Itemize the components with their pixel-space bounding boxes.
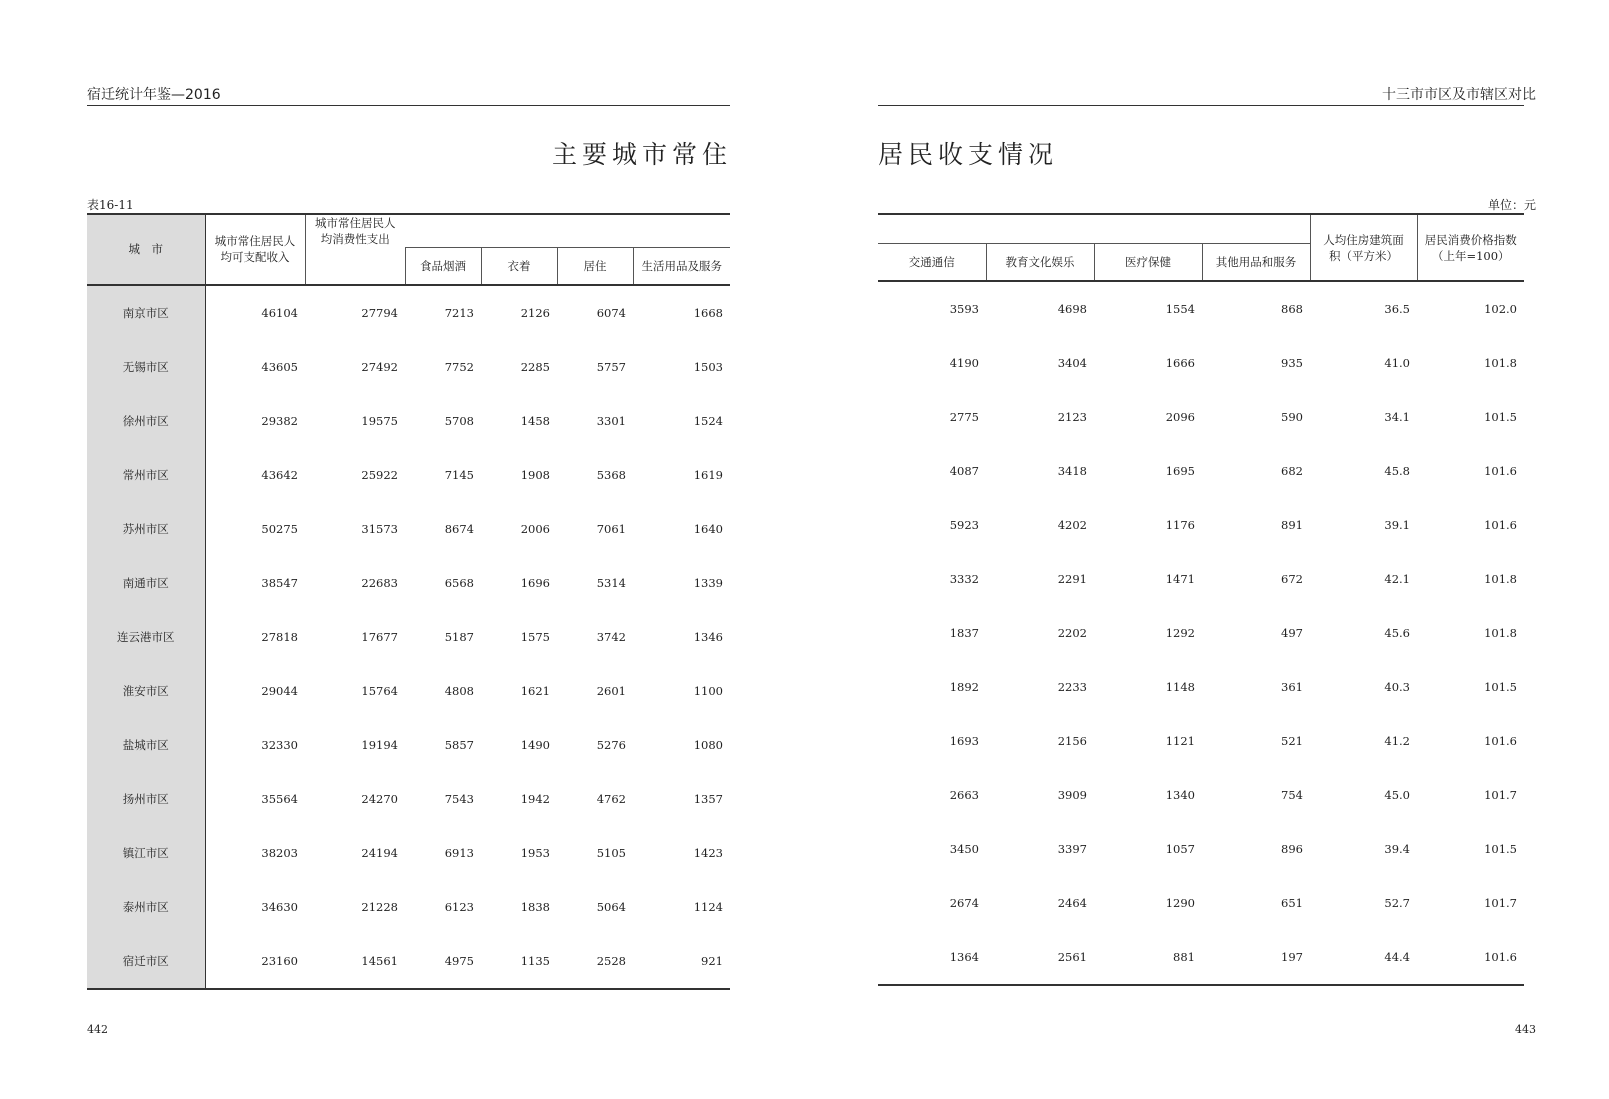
- cell-housing: 5064: [596, 899, 626, 914]
- cell-household: 1668: [693, 305, 723, 320]
- cell-clothing: 2126: [520, 305, 550, 320]
- cell-food: 6123: [444, 899, 474, 914]
- cell-cpi: 101.8: [1484, 626, 1517, 640]
- cell-consumption: 31573: [361, 521, 398, 536]
- cell-household: 1080: [693, 737, 723, 752]
- table-row: [878, 336, 1524, 390]
- cell-transport: 4087: [949, 464, 979, 478]
- header-other: 其他用品和服务: [1202, 244, 1310, 282]
- cell-education: 3909: [1057, 788, 1087, 802]
- cell-housing: 5276: [596, 737, 626, 752]
- cell-clothing: 1942: [520, 791, 550, 806]
- cell-food: 5708: [444, 413, 474, 428]
- cell-clothing: 1575: [520, 629, 550, 644]
- cell-other: 754: [1281, 788, 1303, 802]
- cell-housing: 3301: [596, 413, 626, 428]
- cell-cpi: 101.5: [1484, 410, 1517, 424]
- cell-transport: 2674: [949, 896, 979, 910]
- cell-other: 361: [1281, 680, 1303, 694]
- cell-transport: 2663: [949, 788, 979, 802]
- table-row: [87, 934, 730, 989]
- cell-clothing: 1458: [520, 413, 550, 428]
- cell-transport: 1892: [949, 680, 979, 694]
- header-medical: 医疗保健: [1094, 244, 1202, 282]
- cell-clothing: 1908: [520, 467, 550, 482]
- cell-other: 896: [1281, 842, 1303, 856]
- running-head-right: 十三市市区及市辖区对比: [1382, 87, 1536, 103]
- cell-education: 2561: [1057, 950, 1087, 964]
- cell-transport: 3332: [949, 572, 979, 586]
- cell-city: 常州市区: [87, 448, 205, 502]
- table-row: [87, 340, 730, 394]
- cell-housing: 5757: [596, 359, 626, 374]
- cell-cpi: 101.6: [1484, 518, 1517, 532]
- cell-consumption: 19194: [361, 737, 398, 752]
- cell-housing-area: 44.4: [1384, 950, 1410, 964]
- cell-transport: 1364: [949, 950, 979, 964]
- cell-cpi: 101.5: [1484, 842, 1517, 856]
- cell-medical: 1176: [1165, 518, 1195, 532]
- cell-other: 521: [1281, 734, 1303, 748]
- cell-education: 2156: [1057, 734, 1087, 748]
- cell-medical: 2096: [1165, 410, 1195, 424]
- cell-medical: 1471: [1165, 572, 1195, 586]
- table-row: [87, 826, 730, 880]
- table-row: [878, 930, 1524, 985]
- cell-consumption: 27794: [361, 305, 398, 320]
- cell-medical: 1695: [1165, 464, 1195, 478]
- cell-housing: 5105: [596, 845, 626, 860]
- table-row: [878, 390, 1524, 444]
- cell-city: 连云港市区: [87, 610, 205, 664]
- table-row: [878, 660, 1524, 714]
- table-row: [878, 606, 1524, 660]
- cell-medical: 1148: [1165, 680, 1195, 694]
- cell-other: 891: [1281, 518, 1303, 532]
- cell-household: 1524: [693, 413, 723, 428]
- cell-city: 盐城市区: [87, 718, 205, 772]
- cell-housing-area: 52.7: [1384, 896, 1410, 910]
- cell-education: 4698: [1057, 302, 1087, 316]
- cell-clothing: 1696: [520, 575, 550, 590]
- cell-household: 1640: [693, 521, 723, 536]
- cell-food: 7752: [444, 359, 474, 374]
- cell-medical: 1666: [1165, 356, 1195, 370]
- cell-clothing: 1621: [520, 683, 550, 698]
- table-number: 表16-11: [87, 198, 134, 212]
- cell-household: 1100: [693, 683, 723, 698]
- cell-cpi: 101.6: [1484, 734, 1517, 748]
- cell-housing: 2601: [596, 683, 626, 698]
- cell-education: 2202: [1057, 626, 1087, 640]
- cell-housing: 5368: [596, 467, 626, 482]
- cell-household: 1423: [693, 845, 723, 860]
- cell-food: 4808: [444, 683, 474, 698]
- cell-household: 1124: [693, 899, 723, 914]
- cell-transport: 3450: [949, 842, 979, 856]
- table-row: [878, 768, 1524, 822]
- cell-housing-area: 45.0: [1384, 788, 1410, 802]
- cell-household: 1503: [693, 359, 723, 374]
- data-table-right: [878, 213, 1524, 986]
- cell-housing-area: 41.0: [1384, 356, 1410, 370]
- cell-clothing: 1135: [520, 953, 550, 968]
- table-row: [878, 876, 1524, 930]
- unit-label: 单位：元: [1487, 198, 1536, 212]
- cell-transport: 5923: [949, 518, 979, 532]
- cell-housing-area: 40.3: [1384, 680, 1410, 694]
- cell-cpi: 101.8: [1484, 572, 1517, 586]
- cell-housing-area: 45.8: [1384, 464, 1410, 478]
- cell-cpi: 102.0: [1484, 302, 1517, 316]
- header-consumption: 城市常住居民人均消费性支出: [305, 214, 405, 247]
- cell-consumption: 25922: [361, 467, 398, 482]
- cell-housing: 2528: [596, 953, 626, 968]
- cell-cpi: 101.5: [1484, 680, 1517, 694]
- cell-city: 南通市区: [87, 556, 205, 610]
- table-row: [87, 772, 730, 826]
- table-row: [87, 880, 730, 934]
- cell-education: 3418: [1057, 464, 1087, 478]
- header-transport: 交通通信: [878, 244, 986, 282]
- cell-income: 43605: [261, 359, 298, 374]
- cell-city: 淮安市区: [87, 664, 205, 718]
- cell-household: 921: [701, 953, 723, 968]
- cell-housing: 5314: [596, 575, 626, 590]
- cell-other: 682: [1281, 464, 1303, 478]
- data-table-left: [87, 213, 730, 990]
- cell-consumption: 14561: [361, 953, 398, 968]
- table-row: [87, 718, 730, 772]
- cell-consumption: 19575: [361, 413, 398, 428]
- header-education: 教育文化娱乐: [986, 244, 1094, 282]
- cell-clothing: 1838: [520, 899, 550, 914]
- header-food: 食品烟酒: [405, 247, 481, 285]
- cell-housing-area: 41.2: [1384, 734, 1410, 748]
- cell-city: 无锡市区: [87, 340, 205, 394]
- table-row: [87, 664, 730, 718]
- cell-consumption: 22683: [361, 575, 398, 590]
- cell-education: 2233: [1057, 680, 1087, 694]
- table-row: [87, 394, 730, 448]
- cell-household: 1346: [693, 629, 723, 644]
- header-disposable-income: 城市常住居民人均可支配收入: [205, 214, 305, 285]
- cell-transport: 4190: [949, 356, 979, 370]
- table-row: [87, 610, 730, 664]
- table-row: [878, 444, 1524, 498]
- table-row: [878, 714, 1524, 768]
- cell-household: 1357: [693, 791, 723, 806]
- cell-income: 38547: [261, 575, 298, 590]
- page-title-right: 居民收支情况: [878, 140, 1059, 169]
- cell-clothing: 1490: [520, 737, 550, 752]
- header-blank-left: [405, 214, 730, 247]
- cell-housing-area: 45.6: [1384, 626, 1410, 640]
- cell-transport: 2775: [949, 410, 979, 424]
- cell-income: 23160: [261, 953, 298, 968]
- table-row: [878, 498, 1524, 552]
- cell-other: 197: [1281, 950, 1303, 964]
- cell-other: 590: [1281, 410, 1303, 424]
- header-housing: 居住: [557, 247, 633, 285]
- cell-consumption: 27492: [361, 359, 398, 374]
- cell-food: 8674: [444, 521, 474, 536]
- table-row: [878, 552, 1524, 606]
- cell-cpi: 101.7: [1484, 788, 1517, 802]
- cell-food: 7145: [444, 467, 474, 482]
- cell-consumption: 24194: [361, 845, 398, 860]
- cell-housing-area: 36.5: [1384, 302, 1410, 316]
- page-title-left: 主要城市常住: [551, 140, 732, 169]
- cell-housing-area: 39.1: [1384, 518, 1410, 532]
- cell-household: 1339: [693, 575, 723, 590]
- cell-city: 泰州市区: [87, 880, 205, 934]
- cell-consumption: 21228: [361, 899, 398, 914]
- cell-income: 43642: [261, 467, 298, 482]
- cell-consumption: 17677: [361, 629, 398, 644]
- cell-medical: 1121: [1165, 734, 1195, 748]
- cell-housing: 3742: [596, 629, 626, 644]
- cell-clothing: 2006: [520, 521, 550, 536]
- cell-housing-area: 39.4: [1384, 842, 1410, 856]
- cell-city: 宿迁市区: [87, 934, 205, 989]
- header-blank-right: [878, 214, 1310, 244]
- cell-education: 3404: [1057, 356, 1087, 370]
- cell-food: 6568: [444, 575, 474, 590]
- cell-education: 2123: [1057, 410, 1087, 424]
- cell-clothing: 1953: [520, 845, 550, 860]
- header-consumption-continued: [305, 247, 405, 285]
- cell-transport: 1693: [949, 734, 979, 748]
- running-head-left: 宿迁统计年鉴—2016: [87, 87, 221, 103]
- cell-income: 29044: [261, 683, 298, 698]
- cell-medical: 1292: [1165, 626, 1195, 640]
- header-rule-left: [87, 105, 730, 106]
- cell-housing: 4762: [596, 791, 626, 806]
- cell-city: 南京市区: [87, 285, 205, 340]
- cell-medical: 881: [1173, 950, 1195, 964]
- cell-food: 7213: [444, 305, 474, 320]
- cell-medical: 1057: [1165, 842, 1195, 856]
- cell-transport: 3593: [949, 302, 979, 316]
- header-city: 城 市: [87, 214, 205, 285]
- page-number-right: 443: [1515, 1023, 1536, 1036]
- cell-income: 27818: [261, 629, 298, 644]
- cell-education: 2291: [1057, 572, 1087, 586]
- cell-education: 3397: [1057, 842, 1087, 856]
- cell-income: 35564: [261, 791, 298, 806]
- table-row: [878, 281, 1524, 336]
- cell-other: 672: [1281, 572, 1303, 586]
- cell-other: 868: [1281, 302, 1303, 316]
- table-row: [87, 448, 730, 502]
- cell-housing: 6074: [596, 305, 626, 320]
- cell-food: 5187: [444, 629, 474, 644]
- cell-consumption: 15764: [361, 683, 398, 698]
- table-row: [87, 502, 730, 556]
- cell-food: 6913: [444, 845, 474, 860]
- cell-city: 扬州市区: [87, 772, 205, 826]
- cell-cpi: 101.6: [1484, 950, 1517, 964]
- cell-food: 7543: [444, 791, 474, 806]
- table-row: [878, 822, 1524, 876]
- page-number-left: 442: [87, 1023, 108, 1036]
- cell-food: 4975: [444, 953, 474, 968]
- header-household: 生活用品及服务: [633, 247, 730, 285]
- header-rule-right: [878, 105, 1524, 106]
- cell-education: 4202: [1057, 518, 1087, 532]
- header-cpi: 居民消费价格指数（上年=100）: [1417, 214, 1524, 281]
- cell-household: 1619: [693, 467, 723, 482]
- cell-city: 徐州市区: [87, 394, 205, 448]
- cell-income: 29382: [261, 413, 298, 428]
- cell-medical: 1290: [1165, 896, 1195, 910]
- cell-cpi: 101.7: [1484, 896, 1517, 910]
- cell-education: 2464: [1057, 896, 1087, 910]
- cell-income: 38203: [261, 845, 298, 860]
- cell-income: 34630: [261, 899, 298, 914]
- cell-other: 935: [1281, 356, 1303, 370]
- cell-housing-area: 34.1: [1384, 410, 1410, 424]
- cell-cpi: 101.8: [1484, 356, 1517, 370]
- cell-other: 651: [1281, 896, 1303, 910]
- header-housing-area: 人均住房建筑面积（平方米）: [1310, 214, 1417, 281]
- table-row: [87, 285, 730, 340]
- cell-food: 5857: [444, 737, 474, 752]
- cell-cpi: 101.6: [1484, 464, 1517, 478]
- cell-income: 32330: [261, 737, 298, 752]
- cell-income: 50275: [261, 521, 298, 536]
- table-row: [87, 556, 730, 610]
- cell-medical: 1554: [1165, 302, 1195, 316]
- cell-transport: 1837: [949, 626, 979, 640]
- cell-housing-area: 42.1: [1384, 572, 1410, 586]
- cell-consumption: 24270: [361, 791, 398, 806]
- cell-housing: 7061: [596, 521, 626, 536]
- cell-income: 46104: [261, 305, 298, 320]
- header-clothing: 衣着: [481, 247, 557, 285]
- cell-city: 镇江市区: [87, 826, 205, 880]
- cell-clothing: 2285: [520, 359, 550, 374]
- cell-city: 苏州市区: [87, 502, 205, 556]
- cell-other: 497: [1281, 626, 1303, 640]
- cell-medical: 1340: [1165, 788, 1195, 802]
